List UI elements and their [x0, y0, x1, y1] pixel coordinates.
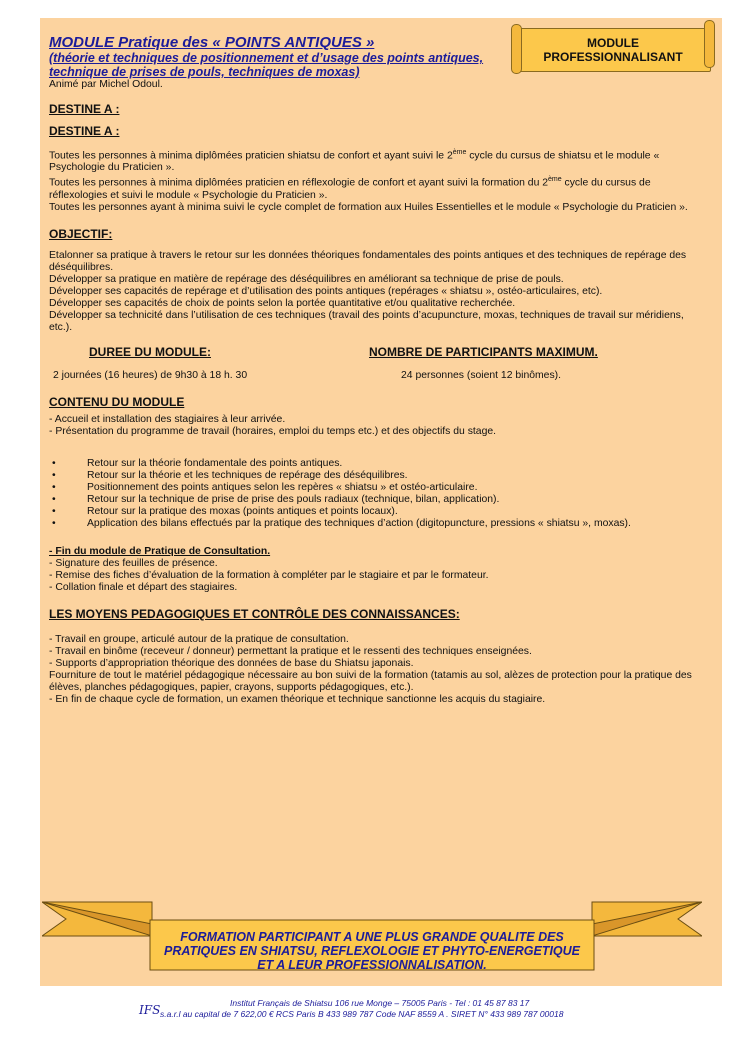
participants-column [349, 346, 701, 382]
banner-line2: PRATIQUES EN SHIATSU, REFLEXOLOGIE ET PHYTO-ENERGETIQUE [163, 944, 580, 958]
page-title: MODULE Pratique des « POINTS ANTIQUES » [49, 34, 375, 51]
destine-paragraph-3: Toutes les personnes ayant à minima suivi le cycle complet de formation aux Huiles Essentielles et le module « Psychologie du Praticien ». [49, 201, 688, 213]
objectif-line: Développer sa technicité dans l’utilisation de ces techniques (travail des points d’acupuncture, moxas, techniques de travail sur méridiens, etc.). [49, 309, 684, 333]
bullet-icon: • [52, 481, 56, 493]
fin-line: - Remise des fiches d’évaluation de la formation à compléter par le stagiaire et par le formateur. [49, 569, 489, 581]
contenu-bullet [49, 482, 701, 494]
svg-text:IFS: IFS [139, 1003, 160, 1017]
destine-p1-text: Toutes les personnes à minima diplômées praticien shiatsu de confort et ayant suivi le 2 [49, 150, 453, 162]
moyens-line: Fourniture de tout le matériel pédagogique nécessaire au bon suivi de la formation (tatamis au sol, alèzes de protection pour la pratique des élèves, planches pédagogiques, papier, crayons, supports pédagogiques, etc.). [49, 669, 692, 693]
destine-p1-text-end: cycle du cursus de shiatsu et le module « Psychologie du Praticien ». [49, 150, 660, 174]
contenu-intro-line: - Présentation du programme de travail (horaires, emploi du temps etc.) et des objectifs du stage. [49, 425, 497, 437]
duree-heading: DUREE DU MODULE: [89, 344, 211, 359]
bullet-text: Retour sur la pratique des moxas (points antiques et points locaux). [87, 505, 398, 517]
footer-address: Institut Français de Shiatsu 106 rue Monge – 75005 Paris - Tel : 01 45 87 83 17 [230, 998, 530, 1008]
objectif-line: Etalonner sa pratique à travers le retour sur les données théoriques fondamentales des points antiques et des techniques de repérage des déséquilibres. [49, 249, 687, 273]
contenu-bullet [49, 494, 701, 506]
banner-line3: ET A LEUR PROFESSIONNALISATION. [257, 958, 487, 972]
bullet-text: Retour sur la technique de prise de prise des pouls radiaux (technique, bilan, application). [87, 493, 500, 505]
fin-line: - Collation finale et départ des stagiaires. [49, 581, 238, 593]
footer-legal: s.a.r.l au capital de 7 622,00 € RCS Paris B 433 989 787 Code NAF 8559 A . SIRET N° 433 989 787 00018 [160, 1009, 564, 1019]
contenu-bullet [49, 470, 701, 482]
bullet-text: Retour sur la théorie fondamentale des points antiques. [87, 457, 343, 469]
destine-p2-text: Toutes les personnes à minima diplômées praticien en réflexologie de confort et ayant suivi la formation du 2 [49, 177, 549, 189]
objectif-line: Développer ses capacités de choix de points selon la portée quantitative et/ou qualitative recherchée. [49, 297, 516, 309]
bullet-text: Application des bilans effectués par la pratique des techniques d’action (digitopuncture, pressions « shiatsu », moxas). [87, 517, 631, 529]
duree-column [49, 346, 349, 382]
destine-p1-sup: ème [452, 149, 467, 156]
moyens-heading: LES MOYENS PEDAGOGIQUES ET CONTRÔLE DES CONNAISSANCES: [49, 606, 460, 621]
contenu-intro-line: - Accueil et installation des stagiaires à leur arrivée. [49, 413, 286, 425]
bottom-banner [42, 872, 702, 972]
contenu-bullet [49, 518, 701, 530]
contenu-bullet [49, 506, 701, 518]
objectif-heading: OBJECTIF: [49, 226, 113, 241]
fin-line: - Signature des feuilles de présence. [49, 557, 218, 569]
badge-line2: PROFESSIONNALISANT [543, 50, 683, 64]
banner-line1: FORMATION PARTICIPANT A UNE PLUS GRANDE QUALITE DES [180, 930, 564, 944]
moyens-line: - Travail en binôme (receveur / donneur) permettant la pratique et le ressenti des techniques enseignées. [49, 645, 532, 657]
destine-p2-text-end: cycle du cursus de réflexologies et suivi le module « Psychologie du Praticien ». [49, 177, 651, 201]
destine-paragraph-1 [49, 147, 701, 174]
bullet-icon: • [52, 469, 56, 481]
duree-value: 2 journées (16 heures) de 9h30 à 18 h. 30 [53, 369, 248, 381]
moyens-line: - En fin de chaque cycle de formation, un examen théorique et technique sanctionne les acquis du stagiaire. [49, 693, 546, 705]
document-body [49, 34, 701, 706]
objectif-line: Développer ses capacités de repérage et d’utilisation des points antiques (repérages « shiatsu », ostéo-articulaires, etc). [49, 285, 603, 297]
contenu-bullet [49, 458, 701, 470]
bullet-text: Retour sur la théorie et les techniques de repérage des déséquilibres. [87, 469, 408, 481]
ifs-logo-icon [138, 998, 160, 1020]
fin-heading: - Fin du module de Pratique de Consultation. [49, 545, 271, 557]
destine-heading-2: DESTINE A : [49, 124, 120, 138]
bullet-icon: • [52, 517, 56, 529]
bullet-icon: • [52, 457, 56, 469]
moyens-line: - Supports d’appropriation théorique des données de base du Shiatsu japonais. [49, 657, 414, 669]
moyens-line: - Travail en groupe, articulé autour de la pratique de consultation. [49, 633, 349, 645]
bullet-icon: • [52, 505, 56, 517]
participants-value: 24 personnes (soient 12 binômes). [401, 369, 561, 381]
badge-line1: MODULE [587, 36, 639, 50]
animator-line: Animé par Michel Odoul. [49, 79, 163, 90]
destine-p2-sup: ème [548, 176, 562, 184]
participants-heading: NOMBRE DE PARTICIPANTS MAXIMUM. [369, 344, 598, 359]
destine-paragraph-2 [49, 174, 701, 201]
contenu-heading: CONTENU DU MODULE [49, 394, 185, 409]
objectif-line: Développer sa pratique en matière de repérage des déséquilibres en améliorant sa technique de prise de pouls. [49, 273, 564, 285]
page-subtitle: (théorie et techniques de positionnement et d’usage des points antiques, technique de prises de pouls, techniques de moxas) [49, 51, 484, 79]
destine-heading-1: DESTINE A : [49, 102, 120, 116]
duree-participants-row [49, 346, 701, 382]
banner-caption [42, 930, 702, 972]
bullet-text: Positionnement des points antiques selon les repères « shiatsu » et ostéo-articulaire. [87, 481, 478, 493]
bullet-icon: • [52, 493, 56, 505]
